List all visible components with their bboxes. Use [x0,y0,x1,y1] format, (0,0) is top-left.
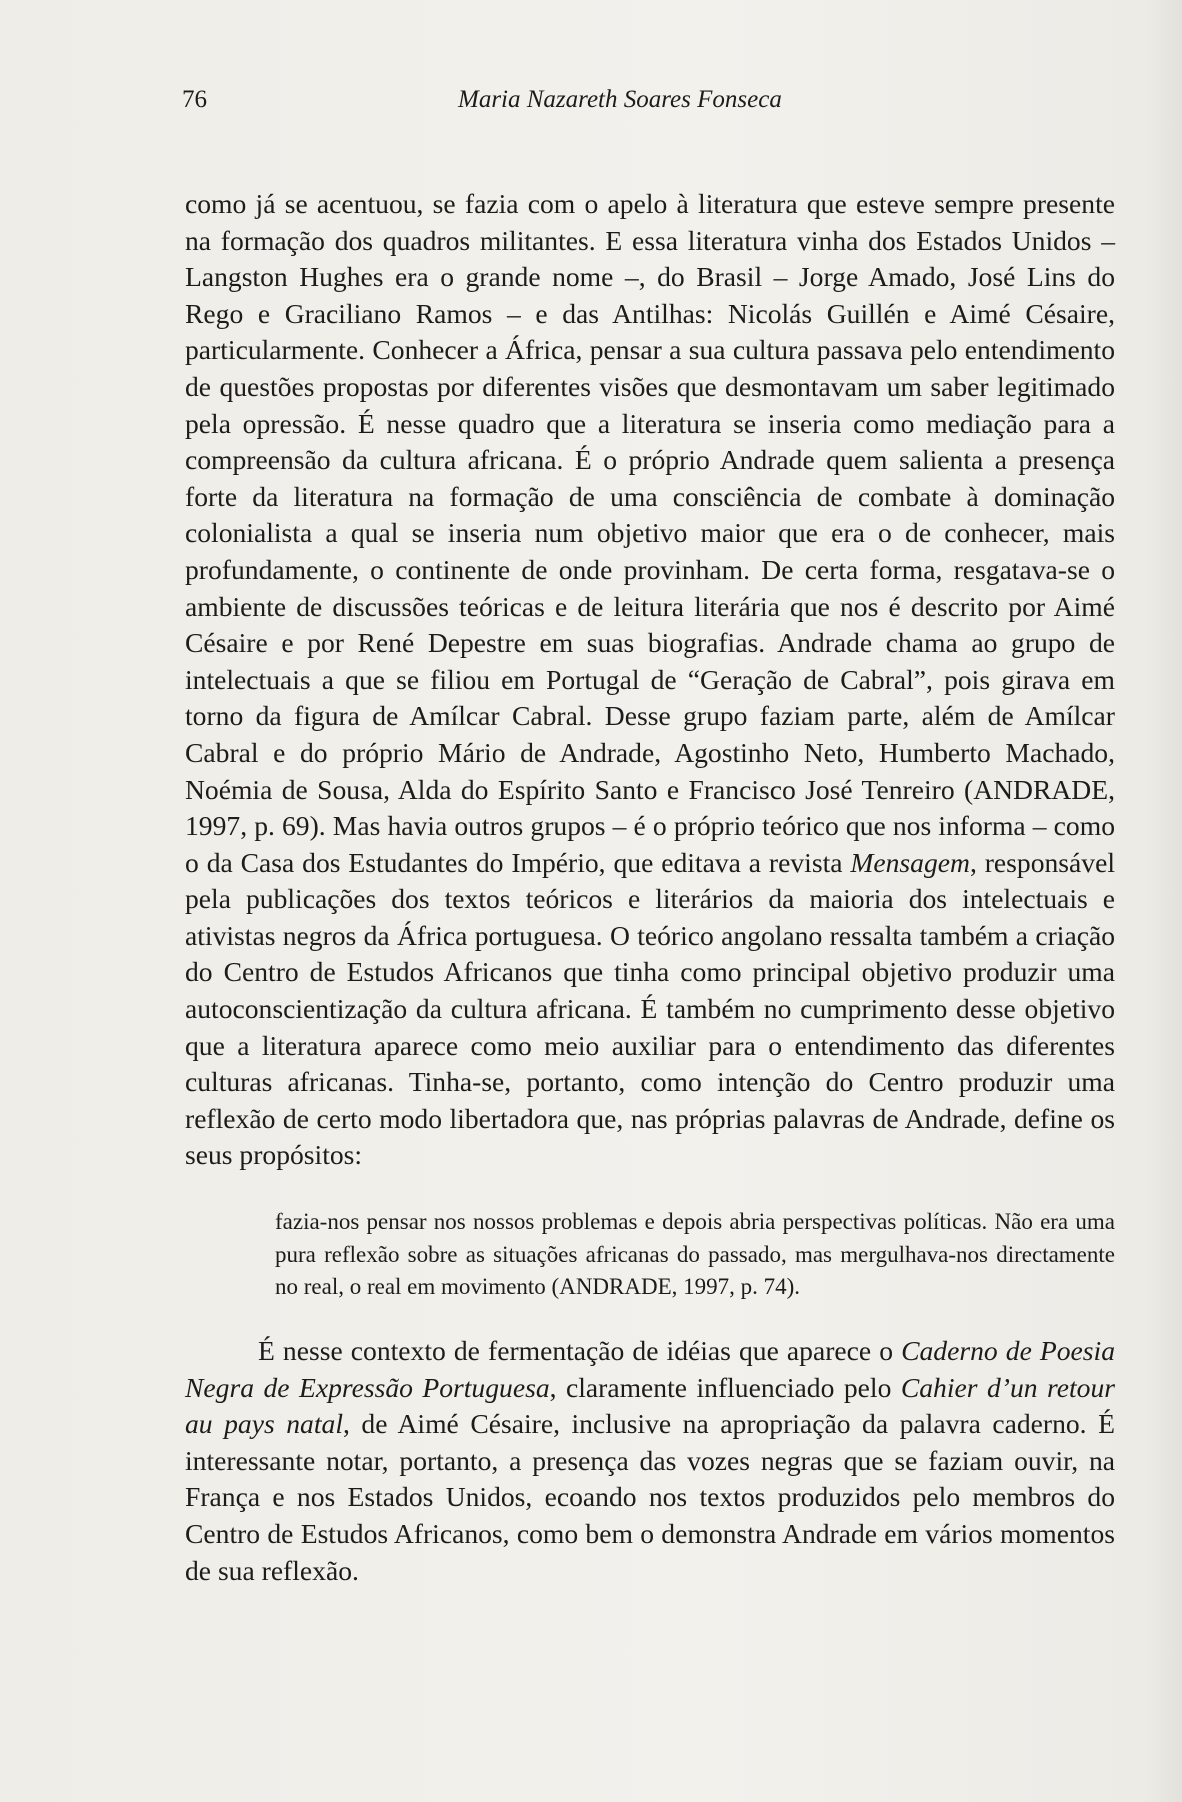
journal-title-mensagem: Mensagem [850,846,970,878]
book-title-caderno: Caderno de Poesia Negra de Expressão Portuguesa [185,1335,1115,1403]
paragraph1-text-a: como já se acentuou, se fazia com o apelo à literatura que esteve sempre presente na formação dos quadros militantes. E essa literatura vinha dos Estados Unidos – Langston Hughes era o grande nome –, do Brasil – Jorge Amado, José Lins do Rego e Graciliano Ramos – e das Antilhas: Nicolás Guillén e Aimé Césaire, particularmente. Conhecer a África, pensar a sua cultura passava pelo entendimento de questões propostas por diferentes visões que desmontavam um saber legitimado pela opressão. É nesse quadro que a literatura se inseria como mediação para a compreensão da cultura africana. É o próprio Andrade quem salienta a presença forte da literatura na formação de uma consciência de combate à dominação colonialista a qual se inseria num objetivo maior que era o de conhecer, mais profundamente, o continente de onde provinham. De certa forma, resgatava-se o ambiente de discussões teóricas e de leitura literária que nos é descrito por Aimé Césaire e por René Depestre em suas biografias. Andrade chama ao grupo de intelectuais a que se filiou em Portugal de “Geração de Cabral”, pois girava em torno da figura de Amílcar Cabral. Desse grupo faziam parte, além de Amílcar Cabral e do próprio Mário de Andrade, Agostinho Neto, Humberto Machado, Noémia de Sousa, Alda do Espírito Santo e Francisco José Tenreiro (ANDRADE, 1997, p. 69). Mas havia outros grupos – é o próprio teórico que nos informa – como o da Casa dos Estudantes do Império, que editava a revista [185,188,1115,878]
running-head: Maria Nazareth Soares Fonseca [458,86,782,113]
page-header [182,86,1122,120]
page-number: 76 [182,86,207,113]
book-title-cahier: Cahier d’un retour au pays natal [185,1371,1115,1440]
block-quote: fazia-nos pensar nos nossos problemas e depois abria perspectivas políticas. Não era uma pura reflexão sobre as situações africanas do passado, mas mergulhava-nos directamente no real, o real em movimento (ANDRADE, 1997, p. 74). [275,1209,1115,1299]
paragraph2-text-c: , de Aimé Césaire, inclusive na apropriação da palavra caderno. É interessante notar, portanto, a presença das vozes negras que se faziam ouvir, na França e nos Estados Unidos, ecoando nos textos produzidos pelo membros do Centro de Estudos Africanos, como bem o demonstra Andrade em vários momentos de sua reflexão. [185,1408,1115,1586]
paragraph2-text-a: É nesse contexto de fermentação de idéias que aparece o [258,1335,902,1366]
paragraph2-text-b: , claramente influenciado pelo [549,1371,901,1403]
body-paragraph-1 [185,186,1115,1174]
body-paragraph-2 [185,1333,1115,1589]
paragraph1-text-b: , responsável pela publicações dos textos teóricos e literários da maioria dos intelectuais e ativistas negros da África portuguesa. O teórico angolano ressalta também a criação do Centro de Estudos Africanos que tinha como principal objetivo produzir uma autoconscientização da cultura africana. É também no cumprimento desse objetivo que a literatura aparece como meio auxiliar para o entendimento das diferentes culturas africanas. Tinha-se, portanto, como intenção do Centro produzir uma reflexão de certo modo libertadora que, nas próprias palavras de Andrade, define os seus propósitos: [185,846,1115,1171]
